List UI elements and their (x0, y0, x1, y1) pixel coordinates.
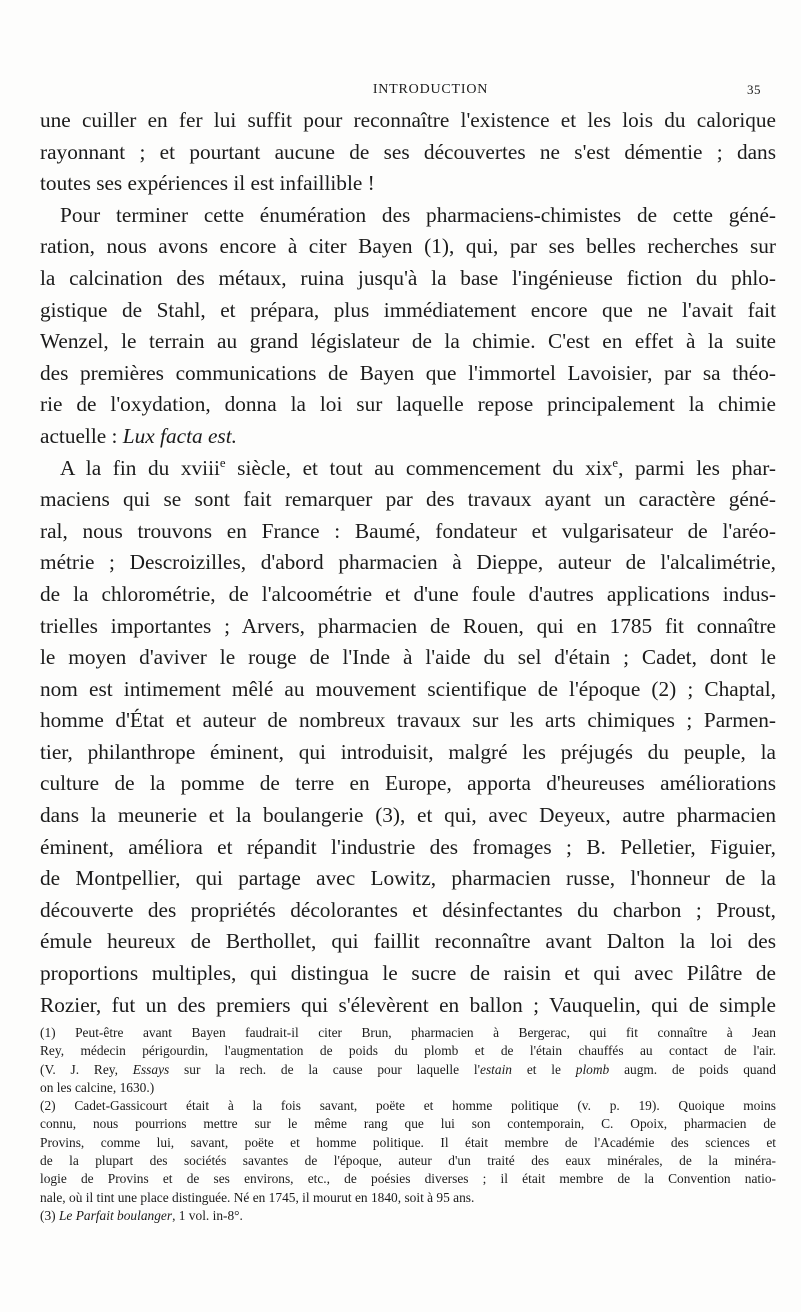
footnote-2-line: (2) Cadet-Gassicourt était à la fois savant, poëte et homme politique (v. p. 19). Quoique moins (40, 1098, 776, 1114)
italic-word: estain (480, 1061, 512, 1077)
footnote-1-line: Rey, médecin périgourdin, l'augmentation de poids du plomb et de l'étain chauffés au contact de l'air. (40, 1043, 776, 1059)
footnote-1-line: (1) Peut-être avant Bayen faudrait-il citer Brun, pharmacien à Bergerac, qui fit connaître à Jean (40, 1025, 776, 1040)
text-segment: siècle, et tout au commencement du xix (225, 455, 613, 480)
page-number: 35 (747, 82, 761, 97)
footnote-1-line-citation (40, 1061, 776, 1079)
text-line: proportions multiples, qui distingua le sucre de raisin et qui avec Pilâtre de (40, 961, 776, 986)
text-line: nom est intimement mêlé au mouvement scientifique de l'époque (2) ; Chaptal, (40, 676, 776, 701)
footnote-1-line: on les calcine, 1630.) (40, 1079, 155, 1095)
text-line: tier, philanthrope éminent, qui introduisit, malgré les préjugés du peuple, la (40, 739, 776, 764)
text-line: culture de la pomme de terre en Europe, apporta d'heureuses améliorations (40, 771, 776, 796)
text-segment: sur la rech. de la cause pour laquelle l' (184, 1061, 480, 1077)
text-line: rie de l'oxydation, donna la loi sur laquelle repose principalement la chimie (40, 392, 776, 417)
text-line: ration, nous avons encore à citer Bayen (1), qui, par ses belles recherches sur (40, 234, 776, 259)
text-line: le moyen d'aviver le rouge de l'Inde à l'aide du sel d'étain ; Cadet, dont le (40, 645, 776, 670)
text-line: la calcination des métaux, ruina jusqu'à la base l'ingénieuse fiction du phlo- (40, 265, 776, 290)
text-line: gistique de Stahl, et prépara, plus immédiatement encore que ne l'avait fait (40, 297, 776, 322)
text-line: découverte des propriétés décolorantes et désinfectantes du charbon ; Proust, (40, 897, 776, 922)
text-line: toutes ses expériences il est infaillible ! (40, 171, 375, 196)
footnote-2-line: connu, nous pourrions mettre sur le même rang que lui son contemporain, C. Opoix, pharmacien de (40, 1116, 776, 1132)
footnote-2-line: Provins, comme lui, savant, poëte et homme politique. Il était membre de l'Académie des sciences et (40, 1134, 776, 1150)
text-segment: A la fin du xviii (60, 455, 220, 480)
text-line: maciens qui se sont fait remarquer par des travaux ayant un caractère géné- (40, 487, 776, 512)
text-line: des premières communications de Bayen que l'immortel Lavoisier, par sa théo- (40, 360, 776, 385)
superscript-e: e (219, 455, 226, 470)
text-segment: (3) (40, 1207, 56, 1223)
text-line: dans la meunerie et la boulangerie (3), et qui, avec Deyeux, autre pharmacien (40, 803, 776, 828)
text-line: de Montpellier, qui partage avec Lowitz, pharmacien russe, l'honneur de la (40, 866, 776, 891)
text-segment: , 1 vol. in-8°. (172, 1207, 243, 1223)
text-line: éminent, améliora et répandit l'industrie des fromages ; B. Pelletier, Figuier, (40, 834, 776, 859)
text-line: rayonnant ; et pourtant aucune de ses découvertes ne s'est démentie ; dans (40, 139, 776, 164)
main-text (40, 105, 776, 1021)
text-line: métrie ; Descroizilles, d'abord pharmacien à Dieppe, auteur de l'alcalimétrie, (40, 550, 776, 575)
footnote-3-line (40, 1207, 776, 1225)
latin-motto: Lux facta est. (122, 423, 237, 448)
text-line: de la chlorométrie, de l'alcoométrie et d'une foule d'autres applications indus- (40, 581, 776, 606)
running-head (100, 80, 761, 100)
text-line: ral, nous trouvons en France : Baumé, fondateur et vulgarisateur de l'aréo- (40, 518, 776, 543)
text-segment: et le (526, 1061, 561, 1077)
superscript-e: e (612, 455, 619, 470)
text-line: Wenzel, le terrain au grand législateur de la chimie. C'est en effet à la suite (40, 329, 776, 354)
text-line: Pour terminer cette énumération des pharmaciens-chimistes de cette géné- (60, 202, 776, 227)
italic-title: Essays (132, 1061, 170, 1077)
footnotes (40, 1024, 776, 1225)
running-title: INTRODUCTION (372, 82, 489, 97)
text-line: trielles importantes ; Arvers, pharmacien de Rouen, qui en 1785 fit connaître (40, 613, 776, 638)
text-line: une cuiller en fer lui suffit pour reconnaître l'existence et les lois du calorique (40, 108, 776, 132)
text-line-with-motto (40, 421, 776, 453)
text-line: homme d'État et auteur de nombreux travaux sur les arts chimiques ; Parmen- (40, 708, 776, 733)
italic-title: Le Parfait boulanger (58, 1207, 173, 1223)
footnote-2-line: logie de Provins et de ses environs, etc., de poésies diverses ; il était membre de la Convention natio- (40, 1171, 776, 1187)
text-segment: , parmi les phar- (618, 455, 777, 480)
text-segment: (V. J. Rey, (40, 1061, 118, 1077)
text-segment: augm. de poids quand (624, 1061, 776, 1077)
text-line: émule heureux de Berthollet, qui faillit reconnaître avant Dalton la loi des (40, 929, 776, 954)
text-line: Rozier, fut un des premiers qui s'élevèrent en ballon ; Vauquelin, qui de simple (40, 992, 776, 1017)
text-segment: actuelle : (40, 423, 118, 448)
footnote-2-line: de la plupart des sociétés savantes de l'époque, auteur d'un traité des eaux minérales, de la minéra- (40, 1153, 776, 1169)
italic-word: plomb (575, 1061, 610, 1077)
footnote-2-line: nale, où il tint une place distinguée. Né en 1745, il mourut en 1840, soit à 95 ans. (40, 1189, 475, 1205)
text-line-centuries (40, 453, 776, 485)
